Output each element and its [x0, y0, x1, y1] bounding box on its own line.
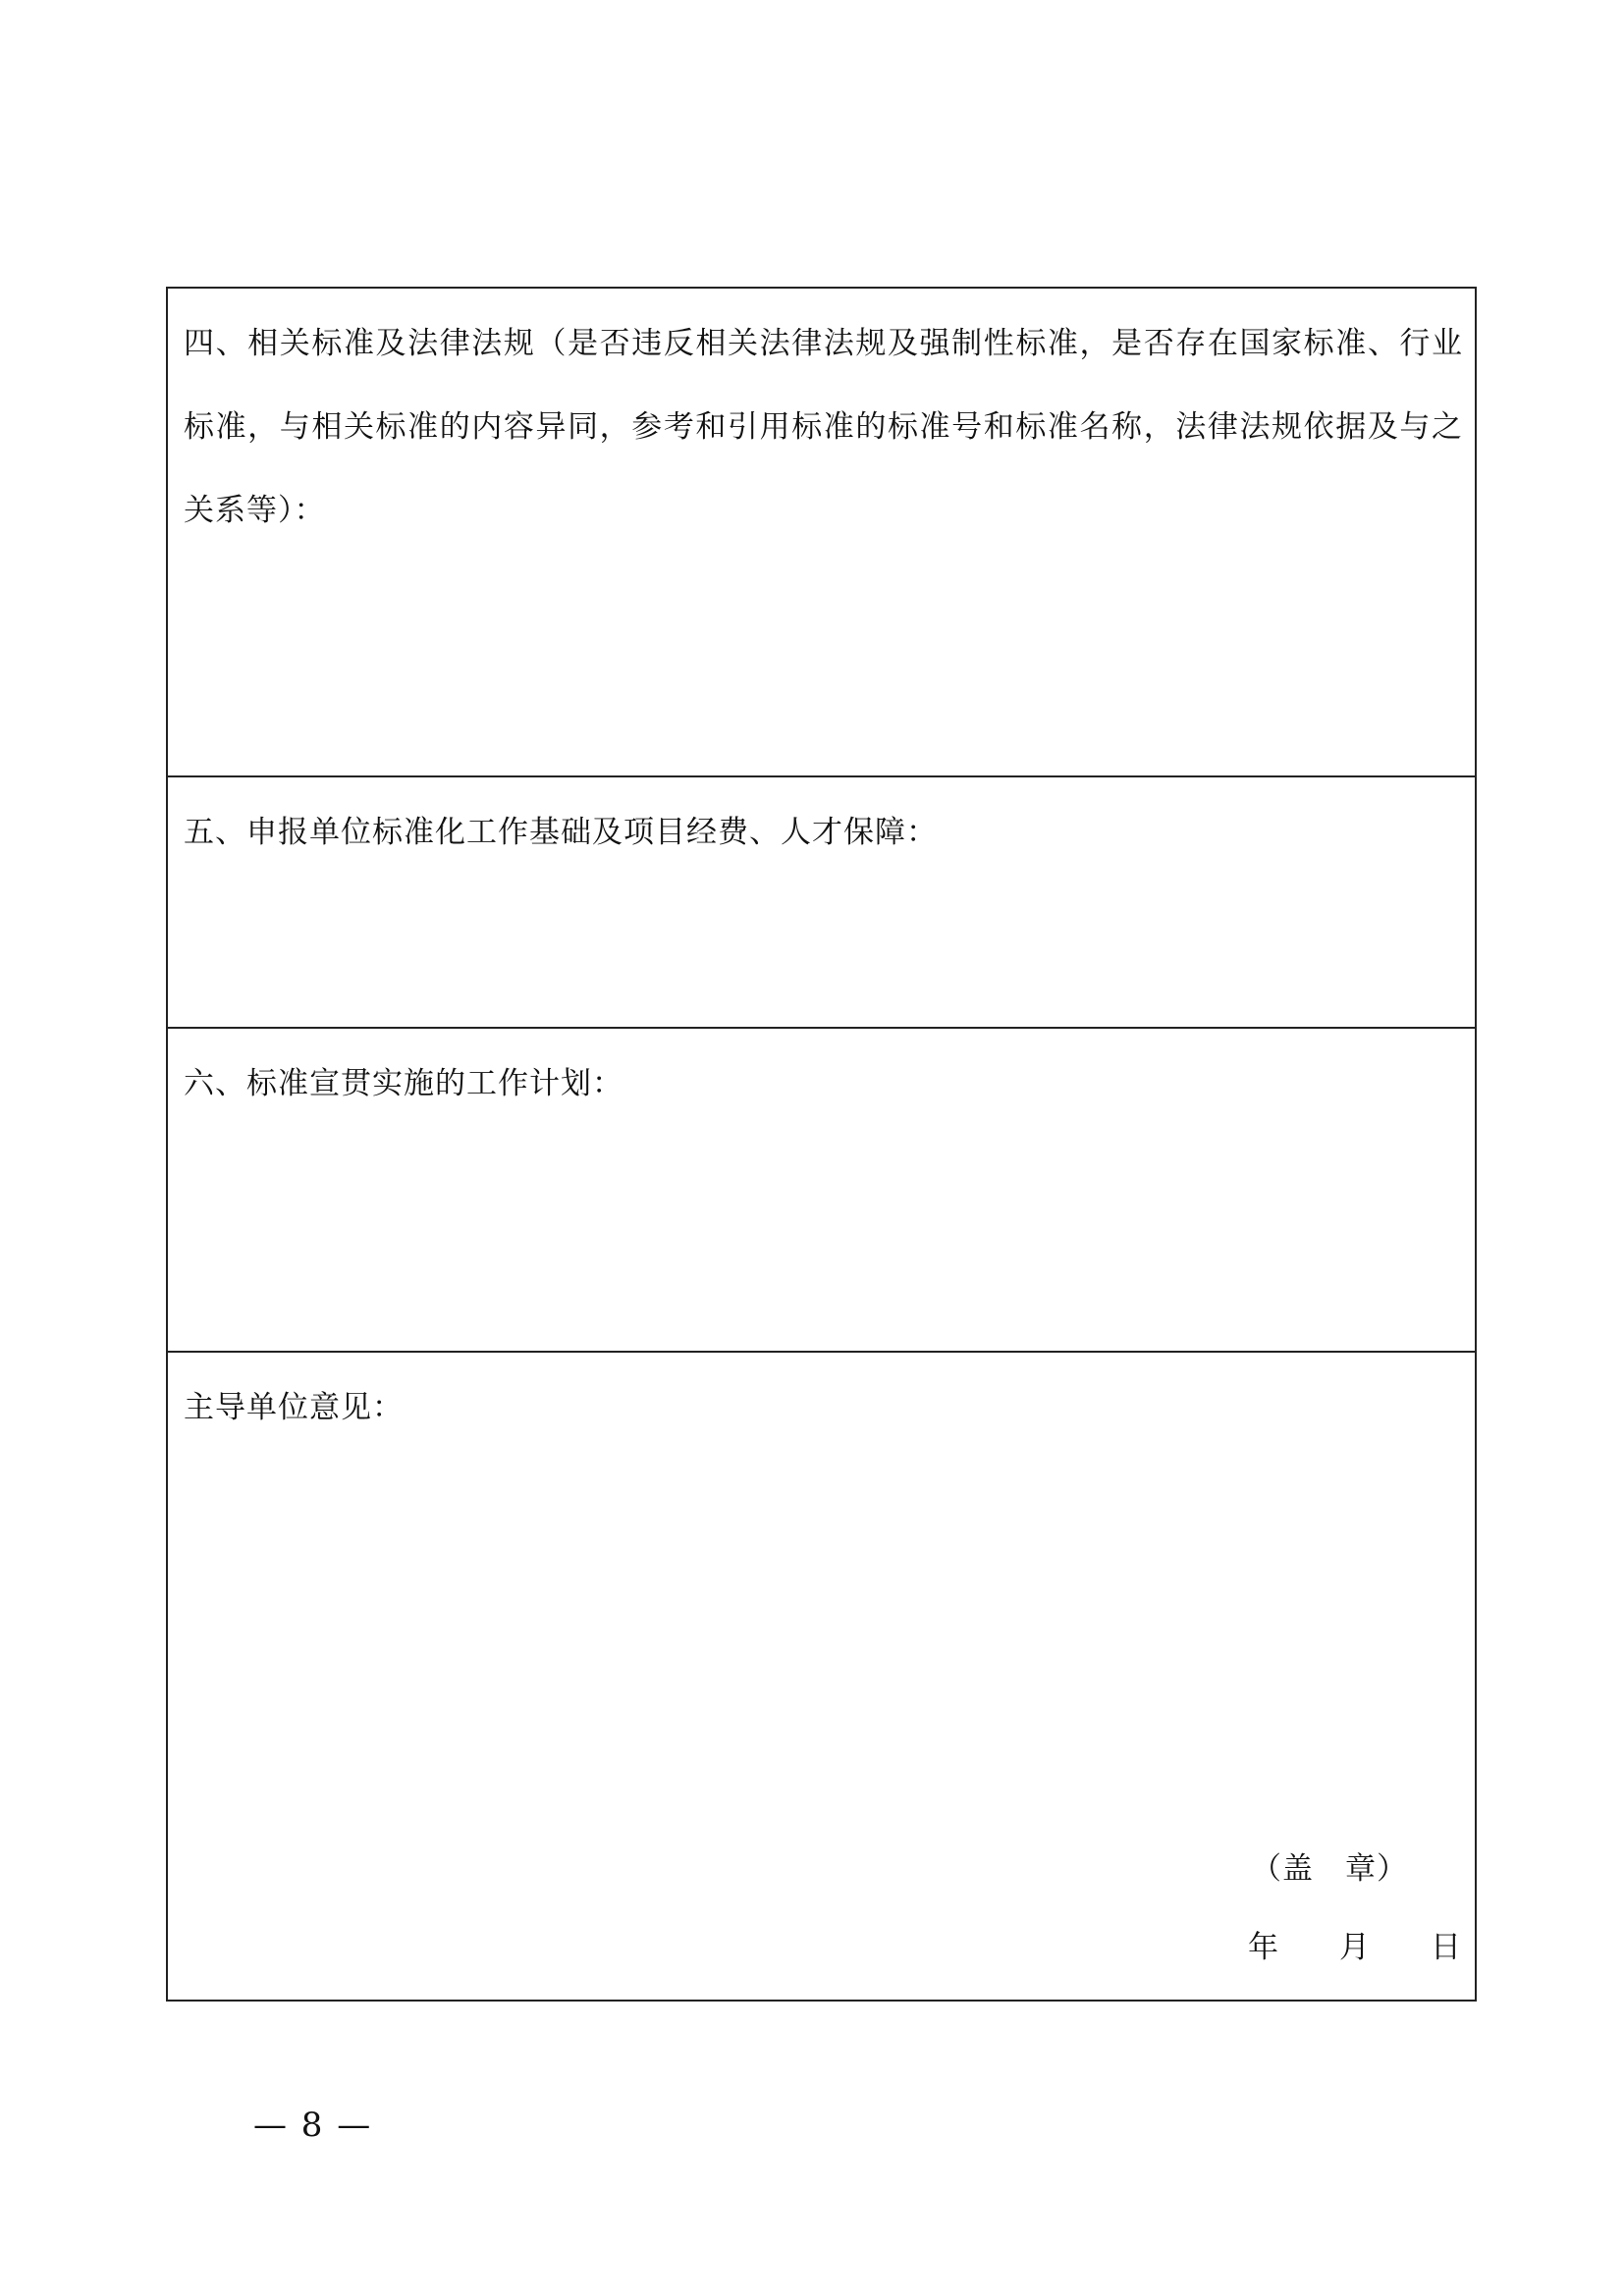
section-implementation-plan-text: 六、标准宣贯实施的工作计划： — [184, 1066, 623, 1101]
section-unit-foundation — [168, 775, 1475, 1027]
section-implementation-plan — [168, 1027, 1475, 1351]
date-line: 年 月 日 — [1248, 1930, 1461, 1965]
page-number: — 8 — — [253, 2106, 373, 2145]
section-lead-unit-opinion — [168, 1351, 1475, 2000]
section-related-standards — [168, 289, 1475, 775]
form-table — [166, 287, 1477, 2002]
section-unit-foundation-text: 五、申报单位标准化工作基础及项目经费、人才保障： — [184, 815, 938, 850]
seal-label: （盖 章） — [1251, 1851, 1408, 1887]
section-related-standards-text: 四、相关标准及法律法规（是否违反相关法律法规及强制性标准，是否存在国家标准、行业标准，与相关标准的内容异同，参考和引用标准的标准号和标准名称，法律法规依据及与之关系等）： — [184, 326, 1463, 528]
section-lead-unit-opinion-text: 主导单位意见： — [184, 1390, 404, 1425]
